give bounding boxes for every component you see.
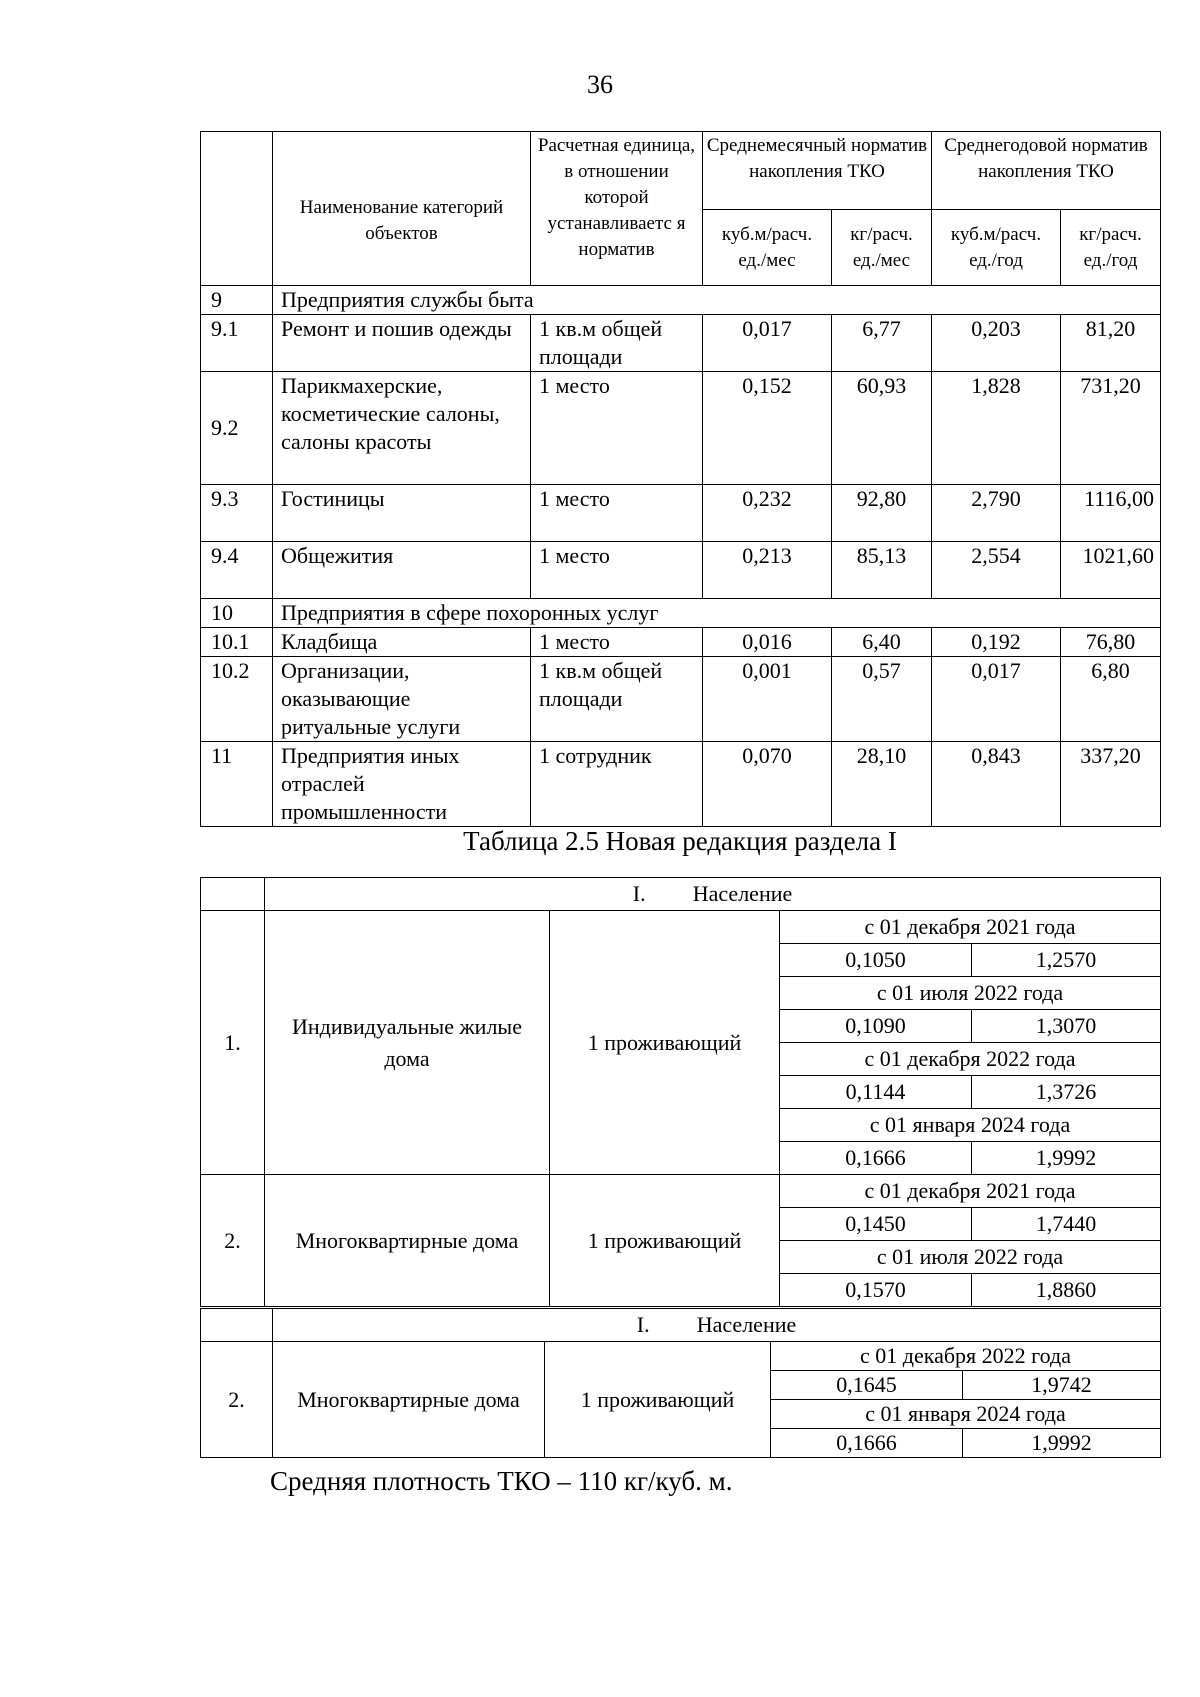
row-kg-year: 76,80: [1061, 628, 1161, 657]
row-name: Индивидуальные жилые дома: [265, 911, 550, 1175]
row-kg-month: 92,80: [832, 485, 932, 542]
period-kg: 1,9742: [963, 1371, 1161, 1400]
section-header: [273, 1309, 1161, 1342]
row-kg-month: 0,57: [832, 657, 932, 742]
row-index: 2.: [201, 1342, 273, 1458]
row-name: Гостиницы: [273, 485, 531, 542]
section-title: Население: [696, 1312, 797, 1337]
row-name: Кладбища: [273, 628, 531, 657]
period-kg: 1,8860: [972, 1274, 1161, 1307]
period-m3: 0,1050: [780, 944, 972, 977]
period-m3: 0,1645: [771, 1371, 963, 1400]
period-label: с 01 декабря 2021 года: [780, 1175, 1161, 1208]
row-kg-year: 81,20: [1061, 315, 1161, 372]
row-index: 9.4: [201, 542, 273, 599]
row-m3-year: 0,017: [932, 657, 1061, 742]
header-index-cell: [201, 878, 265, 911]
row-unit: 1 место: [531, 628, 703, 657]
period-m3: 0,1666: [780, 1142, 972, 1175]
header-unit: Расчетная единица, в отношении которой устанавливаетс я норматив: [531, 132, 703, 286]
row-kg-year: 1021,60: [1061, 542, 1161, 599]
row-m3-month: 0,017: [703, 315, 832, 372]
section-row: [201, 286, 1161, 315]
header-yearly: Среднегодовой норматив накопления ТКО: [932, 132, 1161, 210]
row-index: 9.1: [201, 315, 273, 372]
table-row: [201, 628, 1161, 657]
row-index: 9.3: [201, 485, 273, 542]
table-row: [201, 657, 1161, 742]
row-kg-year: 6,80: [1061, 657, 1161, 742]
table-caption: Таблица 2.5 Новая редакция раздела I: [463, 826, 897, 856]
row-index: 9.2: [201, 372, 273, 485]
row-name: Многоквартирные дома: [265, 1175, 550, 1307]
population-table-continued: [200, 1308, 1161, 1458]
page-number: 36: [587, 70, 613, 99]
period-label: с 01 декабря 2021 года: [780, 911, 1161, 944]
period-label: с 01 июля 2022 года: [780, 1241, 1161, 1274]
period-m3: 0,1090: [780, 1010, 972, 1043]
row-unit: 1 проживающий: [550, 911, 780, 1175]
row-m3-month: 0,152: [703, 372, 832, 485]
row-m3-year: 0,203: [932, 315, 1061, 372]
row-m3-month: 0,001: [703, 657, 832, 742]
header-index-cell: [201, 132, 273, 286]
section-index: 9: [201, 286, 273, 315]
period-label: с 01 января 2024 года: [780, 1109, 1161, 1142]
period-m3: 0,1450: [780, 1208, 972, 1241]
row-m3-year: 2,554: [932, 542, 1061, 599]
row-kg-month: 28,10: [832, 742, 932, 827]
row-kg-year: 1116,00: [1061, 485, 1161, 542]
norms-table: [200, 131, 1161, 827]
header-index-cell: [201, 1309, 273, 1342]
period-m3: 0,1144: [780, 1076, 972, 1109]
period-kg: 1,9992: [972, 1142, 1161, 1175]
row-unit: 1 кв.м общей площади: [531, 657, 703, 742]
period-kg: 1,3070: [972, 1010, 1161, 1043]
row-name: Ремонт и пошив одежды: [273, 315, 531, 372]
row-name: Общежития: [273, 542, 531, 599]
period-m3: 0,1570: [780, 1274, 972, 1307]
row-unit: 1 место: [531, 542, 703, 599]
row-name: Организации, оказывающие ритуальные услуги: [273, 657, 531, 742]
header-monthly-kg: кг/расч. ед./мес: [832, 210, 932, 286]
period-label: с 01 июля 2022 года: [780, 977, 1161, 1010]
row-name: Предприятия иных отраслей промышленности: [273, 742, 531, 827]
row-unit: 1 кв.м общей площади: [531, 315, 703, 372]
row-index: 1.: [201, 911, 265, 1175]
row-kg-year: 731,20: [1061, 372, 1161, 485]
section-index: 10: [201, 599, 273, 628]
row-m3-year: 1,828: [932, 372, 1061, 485]
table-row: [201, 742, 1161, 827]
period-kg: 1,9992: [963, 1429, 1161, 1458]
row-kg-month: 60,93: [832, 372, 932, 485]
row-kg-month: 85,13: [832, 542, 932, 599]
row-m3-year: 2,790: [932, 485, 1061, 542]
row-name: Парикмахерские, косметические салоны, салоны красоты: [273, 372, 531, 485]
density-note: Средняя плотность ТКО – 110 кг/куб. м.: [270, 1466, 733, 1496]
row-m3-year: 0,192: [932, 628, 1061, 657]
section-roman: I.: [632, 881, 646, 906]
table-row: [201, 485, 1161, 542]
section-title: Население: [692, 881, 793, 906]
header-yearly-m3: куб.м/расч. ед./год: [932, 210, 1061, 286]
section-header: [265, 878, 1161, 911]
section-title: Предприятия в сфере похоронных услуг: [273, 599, 1161, 628]
section-roman: I.: [636, 1312, 650, 1337]
row-unit: 1 сотрудник: [531, 742, 703, 827]
table-row: [201, 372, 1161, 485]
period-kg: 1,3726: [972, 1076, 1161, 1109]
period-kg: 1,7440: [972, 1208, 1161, 1241]
header-yearly-kg: кг/расч. ед./год: [1061, 210, 1161, 286]
period-m3: 0,1666: [771, 1429, 963, 1458]
row-index: 10.2: [201, 657, 273, 742]
row-index: 11: [201, 742, 273, 827]
period-label: с 01 января 2024 года: [771, 1400, 1161, 1429]
header-monthly: Среднемесячный норматив накопления ТКО: [703, 132, 932, 210]
row-m3-month: 0,213: [703, 542, 832, 599]
row-unit: 1 проживающий: [550, 1175, 780, 1307]
period-label: с 01 декабря 2022 года: [771, 1342, 1161, 1371]
row-name: Многоквартирные дома: [273, 1342, 545, 1458]
row-m3-month: 0,232: [703, 485, 832, 542]
section-row: [201, 599, 1161, 628]
row-kg-year: 337,20: [1061, 742, 1161, 827]
row-m3-month: 0,016: [703, 628, 832, 657]
table-row: [201, 315, 1161, 372]
row-unit: 1 место: [531, 372, 703, 485]
row-kg-month: 6,40: [832, 628, 932, 657]
row-unit: 1 проживающий: [545, 1342, 771, 1458]
period-label: с 01 декабря 2022 года: [780, 1043, 1161, 1076]
row-index: 2.: [201, 1175, 265, 1307]
period-kg: 1,2570: [972, 944, 1161, 977]
row-kg-month: 6,77: [832, 315, 932, 372]
row-m3-year: 0,843: [932, 742, 1061, 827]
header-monthly-m3: куб.м/расч. ед./мес: [703, 210, 832, 286]
section-title: Предприятия службы быта: [273, 286, 1161, 315]
table-row: [201, 542, 1161, 599]
population-table: [200, 877, 1161, 1307]
row-unit: 1 место: [531, 485, 703, 542]
row-m3-month: 0,070: [703, 742, 832, 827]
row-index: 10.1: [201, 628, 273, 657]
header-name: Наименование категорий объектов: [273, 132, 531, 286]
